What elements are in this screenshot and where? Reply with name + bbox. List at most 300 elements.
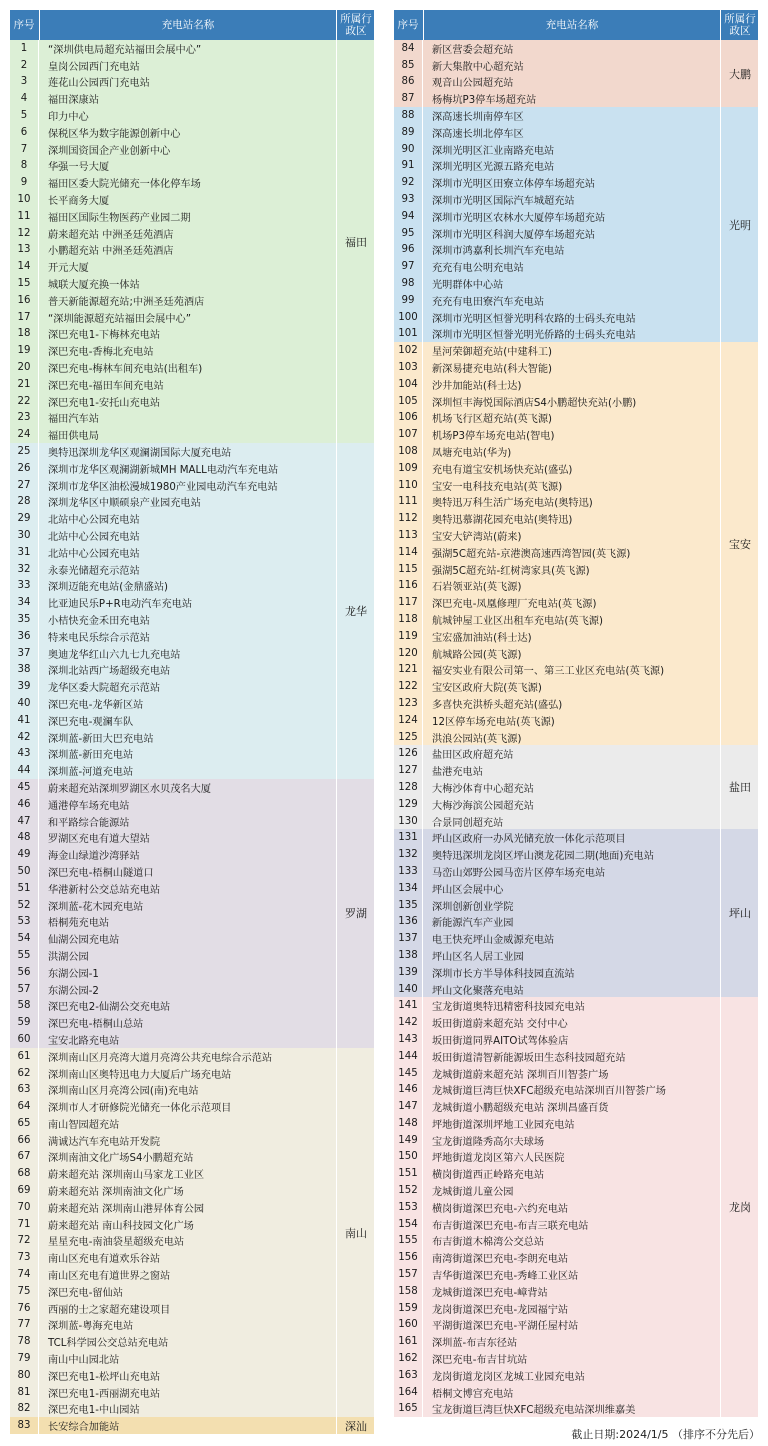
table-row xyxy=(394,981,758,998)
row-number: 146 xyxy=(398,1084,418,1096)
table-row xyxy=(394,309,758,326)
row-number: 153 xyxy=(398,1201,418,1213)
cutoff-date-note: 截止日期:2024/1/5 （排序不分先后） xyxy=(571,1428,760,1441)
station-name: TCL科学园公交总站充电站 xyxy=(48,1338,169,1350)
station-name: 通港停车场充电站 xyxy=(48,800,130,812)
table-row xyxy=(394,1098,758,1115)
table-row xyxy=(10,275,374,292)
table-row xyxy=(394,1384,758,1401)
station-name: 小鹏超充站 中洲圣廷苑酒店 xyxy=(48,246,174,258)
row-number: 152 xyxy=(398,1185,418,1197)
row-number: 93 xyxy=(401,194,415,206)
station-name: 深圳蓝-布吉东径站 xyxy=(432,1338,518,1350)
row-number: 142 xyxy=(398,1017,418,1029)
table-row xyxy=(394,376,758,393)
station-name: 奥特迅慕湖花园充电站(奥特迅) xyxy=(432,515,573,527)
row-number: 135 xyxy=(398,899,418,911)
row-number: 42 xyxy=(17,731,31,743)
table-row xyxy=(394,1065,758,1082)
table-row xyxy=(10,426,374,443)
table-row xyxy=(10,1233,374,1250)
row-number: 155 xyxy=(398,1235,418,1247)
station-name: 龙华区委大院超充示范站 xyxy=(48,683,161,695)
row-number: 122 xyxy=(398,681,418,693)
table-row xyxy=(394,813,758,830)
row-number: 81 xyxy=(17,1386,31,1398)
table-row xyxy=(10,141,374,158)
table-row xyxy=(10,74,374,91)
station-name: 北站中心公园充电站 xyxy=(48,548,140,560)
table-row xyxy=(10,1048,374,1065)
table-row xyxy=(394,158,758,175)
row-number: 162 xyxy=(398,1353,418,1365)
station-name: 航城路公园(英飞源) xyxy=(432,649,522,661)
station-name: 福田区国际生物医药产业园二期 xyxy=(48,212,191,224)
station-name: 坪山区会展中心 xyxy=(432,884,504,896)
row-number: 144 xyxy=(398,1050,418,1062)
table-row xyxy=(394,863,758,880)
station-name: 梧桐苑充电站 xyxy=(48,918,110,930)
row-number: 137 xyxy=(398,933,418,945)
table-row xyxy=(394,1115,758,1132)
table-row xyxy=(10,1384,374,1401)
table-row xyxy=(394,712,758,729)
row-number: 149 xyxy=(398,1134,418,1146)
station-name: 深巴充电-凤凰修理厂充电站(英飞源) xyxy=(432,599,597,611)
station-name: 深巴充电-龙华新区站 xyxy=(48,699,144,711)
station-name: 福安实业有限公司第一、第三工业区充电站(英飞源) xyxy=(432,666,665,678)
station-name: 深巴充电1-西丽湖充电站 xyxy=(48,1388,161,1400)
row-number: 115 xyxy=(398,563,418,575)
station-name: 深圳迈能充电站(金鼎盛站) xyxy=(48,582,169,594)
station-name: “深圳能源超充站福田会展中心” xyxy=(48,313,191,325)
station-name: 新区营委会超充站 xyxy=(432,44,514,56)
table-row xyxy=(394,997,758,1014)
station-name: 南山中山园北站 xyxy=(48,1355,120,1367)
station-name: 南山智园超充站 xyxy=(48,1119,120,1131)
row-number: 100 xyxy=(398,311,418,323)
row-number: 53 xyxy=(17,916,31,928)
station-name: 满诚达汽车充电站开发院 xyxy=(48,1136,161,1148)
district-label: 南山 xyxy=(336,1048,375,1418)
row-number: 108 xyxy=(398,446,418,458)
table-row xyxy=(394,779,758,796)
table-row xyxy=(10,1115,374,1132)
district-label: 深汕 xyxy=(336,1417,375,1434)
row-number: 91 xyxy=(401,160,415,172)
row-number: 94 xyxy=(401,210,415,222)
row-number: 107 xyxy=(398,429,418,441)
table-row xyxy=(10,1350,374,1367)
row-number: 138 xyxy=(398,949,418,961)
table-row xyxy=(394,594,758,611)
header-number: 序号 xyxy=(397,19,419,31)
table-row xyxy=(10,712,374,729)
row-number: 40 xyxy=(17,697,31,709)
row-number: 29 xyxy=(17,513,31,525)
row-number: 121 xyxy=(398,664,418,676)
table-row xyxy=(394,1367,758,1384)
row-number: 51 xyxy=(17,882,31,894)
table-row xyxy=(394,460,758,477)
station-name: 12区停车场充电站(英飞源) xyxy=(432,716,555,728)
station-name: 杨梅坑P3停车场超充站 xyxy=(432,95,537,107)
row-number: 18 xyxy=(17,328,31,340)
row-number: 59 xyxy=(17,1017,31,1029)
row-number: 72 xyxy=(17,1235,31,1247)
station-name: 深圳南山区月亮湾大道月亮湾公共充电综合示范站 xyxy=(48,1052,273,1064)
station-name: 深巴充电-梧桐山总站 xyxy=(48,1019,144,1031)
table-row xyxy=(10,1367,374,1384)
header-station-name: 充电站名称 xyxy=(423,10,720,40)
table-row xyxy=(10,930,374,947)
row-number: 69 xyxy=(17,1185,31,1197)
table-row xyxy=(394,611,758,628)
row-number: 131 xyxy=(398,832,418,844)
table-row xyxy=(10,1149,374,1166)
district-group xyxy=(394,997,758,1417)
row-number: 1 xyxy=(20,42,28,54)
station-name: 宝安北路充电站 xyxy=(48,1035,120,1047)
row-number: 129 xyxy=(398,798,418,810)
table-row xyxy=(10,846,374,863)
left-table-body xyxy=(10,40,374,1434)
station-name: 布吉街道木棉湾公交总站 xyxy=(432,1237,545,1249)
district-label: 大鹏 xyxy=(720,40,759,107)
row-number: 148 xyxy=(398,1117,418,1129)
table-row xyxy=(394,477,758,494)
table-row xyxy=(10,1317,374,1334)
row-number: 56 xyxy=(17,966,31,978)
table-row xyxy=(10,829,374,846)
table-row xyxy=(394,326,758,343)
row-number: 64 xyxy=(17,1101,31,1113)
table-row xyxy=(10,561,374,578)
row-number: 92 xyxy=(401,177,415,189)
table-row xyxy=(394,1132,758,1149)
table-row xyxy=(394,1165,758,1182)
table-row xyxy=(394,578,758,595)
table-row xyxy=(10,443,374,460)
row-number: 99 xyxy=(401,294,415,306)
station-name: 强湖5C超充站-红树湾家具(英飞源) xyxy=(432,565,590,577)
row-number: 158 xyxy=(398,1285,418,1297)
table-row xyxy=(10,796,374,813)
station-name: 深圳南山区奥特迅电力大厦后广场充电站 xyxy=(48,1069,232,1081)
table-row xyxy=(394,242,758,259)
station-name: 充充有电公明充电站 xyxy=(432,263,524,275)
station-name: 电王快充坪山金威源充电站 xyxy=(432,935,555,947)
row-number: 145 xyxy=(398,1067,418,1079)
station-name: 华港新村公交总站充电站 xyxy=(48,884,161,896)
district-group xyxy=(10,779,374,1048)
table-row xyxy=(10,1014,374,1031)
table-row xyxy=(394,1249,758,1266)
station-name: 南山区充电有道欢乐谷站 xyxy=(48,1254,161,1266)
station-name: 福田深康站 xyxy=(48,95,99,107)
station-name: 深圳光明区汇业南路充电站 xyxy=(432,145,555,157)
table-row xyxy=(10,191,374,208)
district-group xyxy=(10,40,374,443)
table-row xyxy=(10,645,374,662)
row-number: 50 xyxy=(17,865,31,877)
table-row xyxy=(394,1031,758,1048)
table-row xyxy=(10,174,374,191)
row-number: 8 xyxy=(20,160,28,172)
station-name: 普天新能源超充站;中洲圣廷苑酒店 xyxy=(48,296,205,308)
station-name: 光明群体中心站 xyxy=(432,280,504,292)
row-number: 26 xyxy=(17,462,31,474)
table-row xyxy=(394,1149,758,1166)
table-row xyxy=(10,779,374,796)
station-name: 坂田街道同界AITO试驾体验店 xyxy=(432,1035,569,1047)
table-row xyxy=(10,678,374,695)
row-number: 3 xyxy=(20,76,28,88)
station-name: 龙城街道小鹏超级充电站 深圳昌盛百货 xyxy=(432,1103,609,1115)
row-number: 54 xyxy=(17,933,31,945)
station-name: 盐田区政府超充站 xyxy=(432,750,514,762)
table-row xyxy=(394,40,758,57)
row-number: 125 xyxy=(398,731,418,743)
station-name: 航城钟屋工业区出租车充电站(英飞源) xyxy=(432,615,603,627)
table-row xyxy=(10,745,374,762)
row-number: 15 xyxy=(17,278,31,290)
station-name: 福田汽车站 xyxy=(48,414,99,426)
station-name: 石岩领亚站(英飞源) xyxy=(432,582,522,594)
table-row xyxy=(394,561,758,578)
table-row xyxy=(394,729,758,746)
station-name: 布吉街道深巴充电-布吉三联充电站 xyxy=(432,1220,589,1232)
table-header xyxy=(394,10,758,40)
row-number: 161 xyxy=(398,1336,418,1348)
station-name: 新大集散中心超充站 xyxy=(432,61,524,73)
table-row xyxy=(10,107,374,124)
row-number: 71 xyxy=(17,1218,31,1230)
row-number: 20 xyxy=(17,362,31,374)
row-number: 157 xyxy=(398,1269,418,1281)
station-name: 深巴充电-布吉甘坑站 xyxy=(432,1355,528,1367)
station-name: 深巴充电-梅林车间充电站(出租车) xyxy=(48,364,203,376)
table-row xyxy=(394,1266,758,1283)
station-name: 莲花山公园西门充电站 xyxy=(48,78,150,90)
station-name: 宝龙街道奥特迅精密科技园充电站 xyxy=(432,1002,585,1014)
station-name: 印力中心 xyxy=(48,112,89,124)
district-label: 宝安 xyxy=(720,342,759,745)
table-row xyxy=(10,1417,374,1434)
station-name: 蔚来超充站 深圳南山港昇体育公园 xyxy=(48,1203,205,1215)
station-name: 强湖5C超充站-京港澳高速西湾智园(英飞源) xyxy=(432,548,631,560)
station-name: “深圳供电局超充站福田会展中心” xyxy=(48,44,202,56)
station-name: 奥特迅深圳龙华区观澜湖国际大厦充电站 xyxy=(48,448,232,460)
table-row xyxy=(10,594,374,611)
table-row xyxy=(10,997,374,1014)
row-number: 105 xyxy=(398,395,418,407)
station-name: 开元大厦 xyxy=(48,263,89,275)
station-name: 深巴充电1-松坪山充电站 xyxy=(48,1371,161,1383)
station-name: 深圳市光明区恒誉光明科农路的士码头充电站 xyxy=(432,313,636,325)
row-number: 117 xyxy=(398,597,418,609)
station-name: 机场P3停车场充电站(智电) xyxy=(432,431,555,443)
table-row xyxy=(394,191,758,208)
district-group xyxy=(394,40,758,107)
station-name: 龙城街道深巴充电-嶂背站 xyxy=(432,1287,548,1299)
row-number: 32 xyxy=(17,563,31,575)
station-name: 深圳市光明区农林水大厦停车场超充站 xyxy=(432,212,606,224)
row-number: 24 xyxy=(17,429,31,441)
row-number: 132 xyxy=(398,849,418,861)
table-row xyxy=(10,1249,374,1266)
table-row xyxy=(10,292,374,309)
row-number: 97 xyxy=(401,261,415,273)
table-row xyxy=(394,1182,758,1199)
table-row xyxy=(10,544,374,561)
row-number: 63 xyxy=(17,1084,31,1096)
station-name: 星星充电-南油袋星超级充电站 xyxy=(48,1237,185,1249)
row-number: 17 xyxy=(17,311,31,323)
row-number: 41 xyxy=(17,714,31,726)
table-row xyxy=(394,90,758,107)
row-number: 12 xyxy=(17,227,31,239)
table-row xyxy=(10,208,374,225)
station-name: 深圳蓝-花木园充电站 xyxy=(48,901,144,913)
row-number: 116 xyxy=(398,580,418,592)
station-name: 比亚迪民乐P+R电动汽车充电站 xyxy=(48,599,193,611)
station-name: 大梅沙体育中心超充站 xyxy=(432,783,534,795)
station-name: 多喜快充洪桥头超充站(盛弘) xyxy=(432,699,563,711)
row-number: 101 xyxy=(398,328,418,340)
station-name: 海金山绿道沙湾驿站 xyxy=(48,851,140,863)
row-number: 156 xyxy=(398,1252,418,1264)
left-table xyxy=(10,10,374,1434)
table-row xyxy=(394,74,758,91)
row-number: 98 xyxy=(401,278,415,290)
table-row xyxy=(10,376,374,393)
row-number: 76 xyxy=(17,1302,31,1314)
station-name: 坂田街道清智新能源坂田生态科技园超充站 xyxy=(432,1052,626,1064)
table-row xyxy=(10,661,374,678)
station-name: 宝宏盛加油站(科士达) xyxy=(432,632,532,644)
row-number: 86 xyxy=(401,76,415,88)
station-name: 深圳北站西广场超级充电站 xyxy=(48,666,171,678)
row-number: 31 xyxy=(17,546,31,558)
station-name: 平湖街道深巴充电-平湖任屋村站 xyxy=(432,1321,579,1333)
district-label: 福田 xyxy=(336,40,375,443)
row-number: 128 xyxy=(398,781,418,793)
station-name: 深圳市光明区科润大厦停车场超充站 xyxy=(432,229,595,241)
row-number: 119 xyxy=(398,630,418,642)
row-number: 30 xyxy=(17,530,31,541)
table-row xyxy=(394,1014,758,1031)
table-row xyxy=(10,410,374,427)
table-row xyxy=(394,258,758,275)
row-number: 16 xyxy=(17,294,31,306)
station-name: 深圳蓝-新田大巴充电站 xyxy=(48,733,154,745)
station-name: 马峦山郊野公园马峦片区停车场充电站 xyxy=(432,867,606,879)
row-number: 130 xyxy=(398,815,418,827)
station-name: 罗湖区充电有道大望站 xyxy=(48,834,150,846)
table-row xyxy=(10,460,374,477)
table-row xyxy=(394,510,758,527)
station-name: 深圳市光明区田寮立体停车场超充站 xyxy=(432,179,595,191)
table-row xyxy=(394,1216,758,1233)
row-number: 80 xyxy=(17,1369,31,1381)
row-number: 111 xyxy=(398,496,418,508)
right-table-body xyxy=(394,40,758,1417)
district-group xyxy=(10,1048,374,1418)
row-number: 164 xyxy=(398,1386,418,1398)
row-number: 78 xyxy=(17,1336,31,1348)
station-name: 深巴充电1-中山园站 xyxy=(48,1405,140,1417)
district-label: 罗湖 xyxy=(336,779,375,1048)
station-name: 盐港充电站 xyxy=(432,767,483,779)
table-row xyxy=(394,628,758,645)
row-number: 55 xyxy=(17,949,31,961)
row-number: 112 xyxy=(398,513,418,525)
station-name: 北站中心公园充电站 xyxy=(48,532,140,543)
station-name: 福田区委大院光储充一体化停车场 xyxy=(48,179,201,191)
table-row xyxy=(10,628,374,645)
table-row xyxy=(394,661,758,678)
table-row xyxy=(394,695,758,712)
row-number: 45 xyxy=(17,781,31,793)
station-name: 坪山区政府一办风光储充放一体化示范项目 xyxy=(432,834,626,846)
table-row xyxy=(10,309,374,326)
station-name: 皇岗公园西门充电站 xyxy=(48,61,140,73)
row-number: 35 xyxy=(17,613,31,625)
station-name: 特来电民乐综合示范站 xyxy=(48,632,150,644)
station-name: 吉华街道深巴充电-秀峰工业区站 xyxy=(432,1271,579,1283)
table-row xyxy=(10,1283,374,1300)
row-number: 46 xyxy=(17,798,31,810)
station-name: 东湖公园-2 xyxy=(48,985,99,997)
table-row xyxy=(394,930,758,947)
station-name: 充充有电田寮汽车充电站 xyxy=(432,296,545,308)
row-number: 88 xyxy=(401,110,415,122)
table-row xyxy=(394,174,758,191)
row-number: 82 xyxy=(17,1403,31,1415)
station-name: 深圳蓝-粤海充电站 xyxy=(48,1321,134,1333)
table-row xyxy=(394,57,758,74)
table-row xyxy=(10,1081,374,1098)
station-name: 宝龙街道隆秀高尔夫球场 xyxy=(432,1136,545,1148)
row-number: 9 xyxy=(20,177,28,189)
station-name: 东湖公园-1 xyxy=(48,968,99,980)
row-number: 5 xyxy=(20,110,28,122)
station-name: 福田供电局 xyxy=(48,431,99,443)
station-name: 深巴充电2-仙湖公交充电站 xyxy=(48,1002,171,1014)
table-row xyxy=(10,947,374,964)
station-name: 龙岗街道龙岗区龙城工业园充电站 xyxy=(432,1371,585,1383)
table-row xyxy=(10,964,374,981)
station-name: 深巴充电-福田车间充电站 xyxy=(48,380,164,392)
table-row xyxy=(10,477,374,494)
table-row xyxy=(10,90,374,107)
row-number: 61 xyxy=(17,1050,31,1062)
station-name: 深巴充电-留仙站 xyxy=(48,1287,123,1299)
row-number: 106 xyxy=(398,412,418,424)
table-row xyxy=(10,510,374,527)
table-row xyxy=(394,208,758,225)
station-name: 和平路综合能源站 xyxy=(48,817,130,829)
station-name: 深圳龙华区中顺硕泉产业园充电站 xyxy=(48,498,201,510)
table-row xyxy=(394,1333,758,1350)
station-name: 新能源汽车产业园 xyxy=(432,918,514,930)
row-number: 65 xyxy=(17,1117,31,1129)
row-number: 66 xyxy=(17,1134,31,1146)
station-name: 充电有道宝安机场快充站(盛弘) xyxy=(432,464,573,476)
station-name: 横岗街道深巴充电-六约充电站 xyxy=(432,1203,569,1215)
table-header xyxy=(10,10,374,40)
